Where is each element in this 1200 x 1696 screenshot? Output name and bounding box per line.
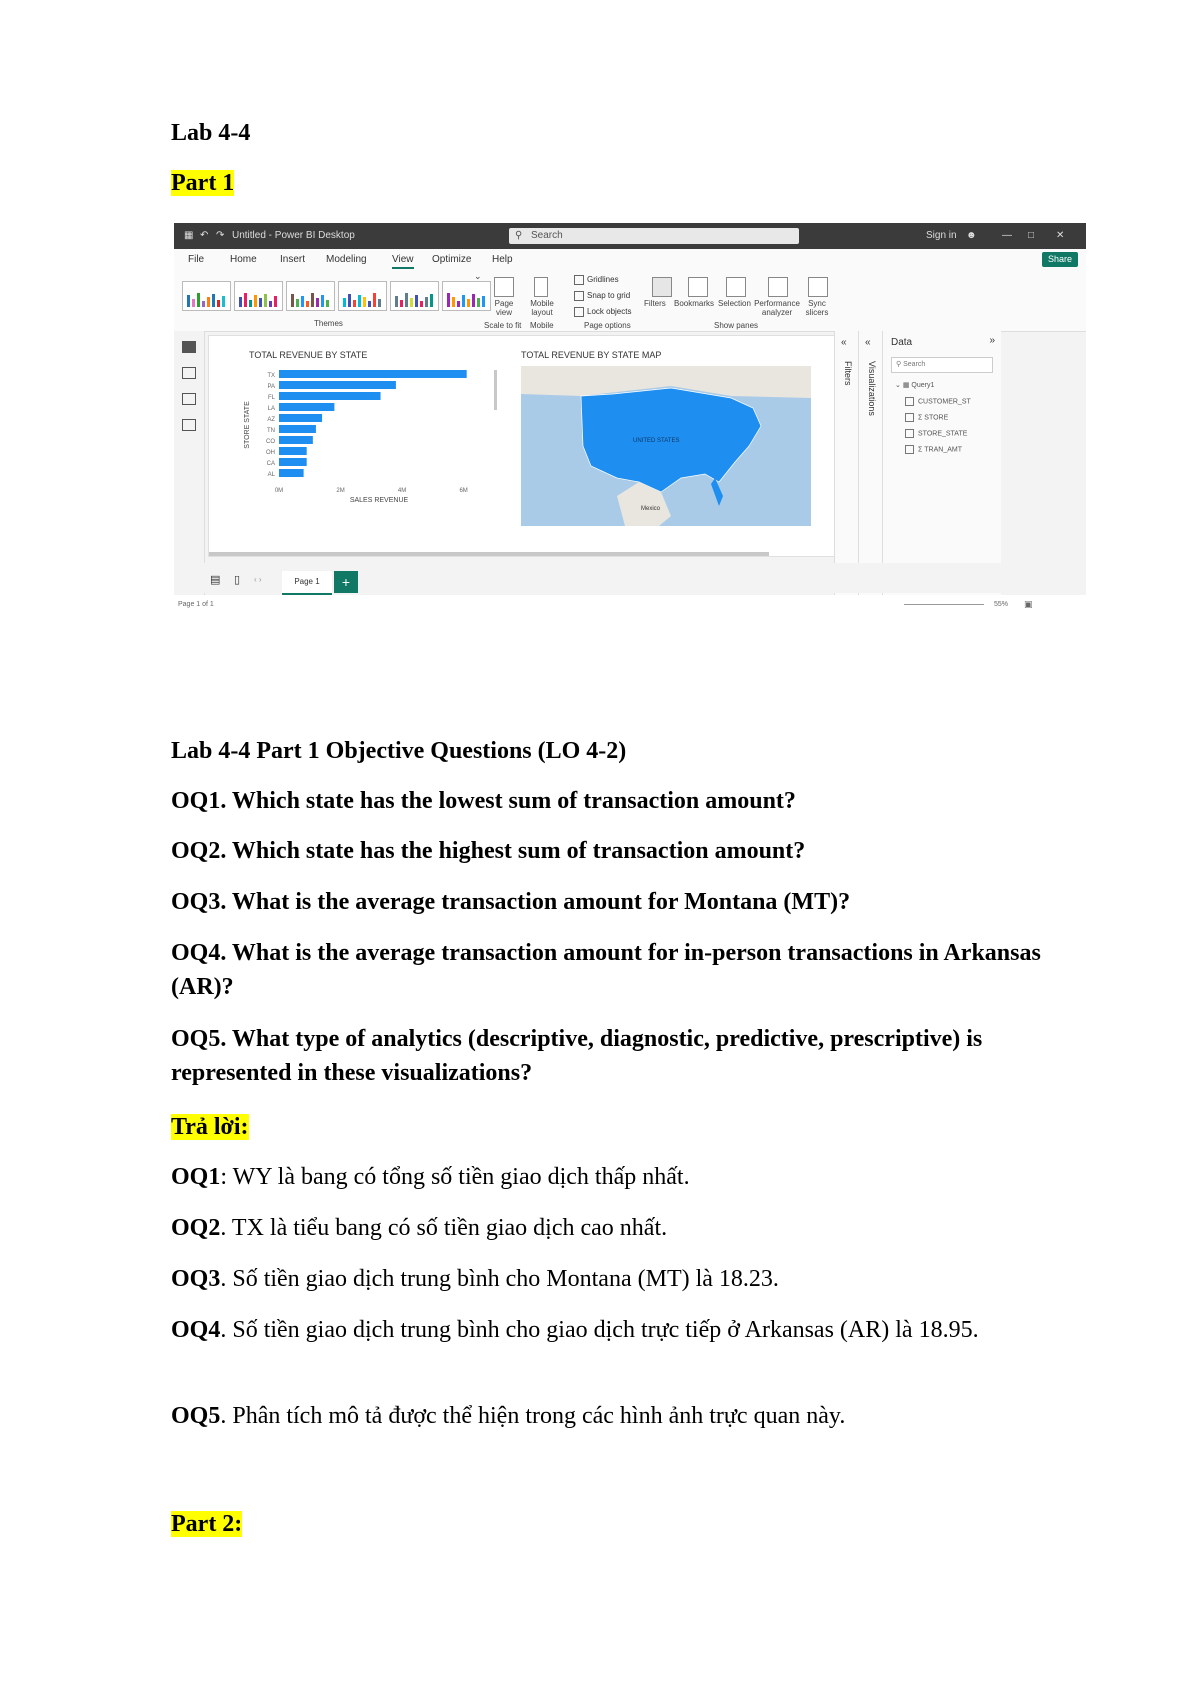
- map-graphic: [521, 366, 811, 526]
- mobile-layout-button[interactable]: Mobile layout: [530, 299, 554, 317]
- model-view-icon[interactable]: [182, 393, 196, 405]
- category-label: AL: [267, 472, 275, 478]
- category-label: CA: [266, 461, 275, 467]
- theme-swatch[interactable]: [182, 281, 231, 311]
- bar-tx[interactable]: [279, 370, 467, 378]
- filters-pane-button[interactable]: Filters: [644, 299, 666, 308]
- bookmarks-button[interactable]: Bookmarks: [674, 299, 715, 308]
- table-view-icon[interactable]: [182, 367, 196, 379]
- field-store-state[interactable]: [905, 429, 967, 438]
- field-label: STORE: [924, 414, 949, 422]
- category-label: TN: [267, 428, 275, 434]
- desktop-layout-icon[interactable]: ▤: [210, 574, 221, 586]
- show-panes-label: Show panes: [714, 321, 759, 330]
- answer-text: . TX là tiểu bang có số tiền giao dịch cao nhất.: [220, 1215, 668, 1241]
- question-oq3: OQ3. What is the average transaction amount for Montana (MT)?: [171, 889, 851, 915]
- question-oq5: OQ5. What type of analytics (descriptive, diagnostic, predictive, prescriptive) is represented in these visualizations?: [171, 1026, 983, 1086]
- selection-icon[interactable]: [726, 277, 746, 297]
- table-query1[interactable]: [895, 381, 934, 389]
- answer-text: . Số tiền giao dịch trung bình cho Montana (MT) là 18.23.: [220, 1266, 779, 1292]
- revenue-state-map[interactable]: [521, 366, 811, 526]
- bar-la[interactable]: [279, 403, 334, 411]
- snap-to-grid-label: Snap to grid: [587, 291, 631, 301]
- canvas-horizontal-scrollbar[interactable]: [209, 552, 769, 556]
- report-view-icon[interactable]: [182, 341, 196, 353]
- bookmarks-icon[interactable]: [688, 277, 708, 297]
- themes-dropdown-icon[interactable]: ⌄: [474, 271, 482, 281]
- status-bar: [174, 595, 1086, 615]
- selection-button[interactable]: Selection: [718, 299, 751, 308]
- category-label: OH: [266, 450, 275, 456]
- dax-query-view-icon[interactable]: [182, 419, 196, 431]
- theme-swatch[interactable]: [390, 281, 439, 311]
- sign-in-link[interactable]: Sign in: [926, 230, 957, 241]
- category-label: AZ: [267, 417, 275, 423]
- answer-oq2: [171, 1211, 667, 1245]
- fit-to-page-icon[interactable]: ▣: [1024, 599, 1033, 609]
- bar-co[interactable]: [279, 436, 313, 444]
- field-customer-st[interactable]: [905, 397, 971, 406]
- answer-key: OQ5: [171, 1403, 221, 1429]
- menu-home[interactable]: Home: [230, 254, 257, 265]
- page-options-label: Page options: [584, 321, 631, 330]
- answer-key: OQ2: [171, 1215, 221, 1241]
- share-button[interactable]: Share: [1042, 252, 1078, 267]
- x-tick-label: 4M: [397, 488, 407, 494]
- filters-pane-label: Filters: [843, 361, 853, 386]
- chevron-right-icon[interactable]: »: [989, 335, 995, 346]
- report-canvas[interactable]: [208, 335, 900, 557]
- question-oq2: OQ2. Which state has the highest sum of transaction amount?: [171, 838, 806, 864]
- bar-al[interactable]: [279, 469, 304, 477]
- x-axis-title: SALES REVENUE: [349, 497, 409, 504]
- answer-key: OQ3: [171, 1266, 221, 1292]
- scale-group-label: Scale to fit: [484, 321, 522, 330]
- theme-swatch[interactable]: [286, 281, 335, 311]
- part1-label: Part 1: [171, 170, 235, 196]
- powerbi-screenshot: [174, 223, 1086, 615]
- menu-modeling[interactable]: Modeling: [326, 254, 367, 265]
- revenue-bar-chart[interactable]: [239, 364, 499, 514]
- performance-button[interactable]: Performance analyzer: [754, 299, 800, 317]
- questions-header: Lab 4-4 Part 1 Objective Questions (LO 4-2): [171, 738, 627, 764]
- data-search-placeholder: Search: [903, 361, 926, 368]
- menu-view[interactable]: View: [392, 254, 414, 269]
- answer-text: . Số tiền giao dịch trung bình cho giao dịch trực tiếp ở Arkansas (AR) là 18.95.: [220, 1317, 979, 1343]
- filters-pane-icon[interactable]: [652, 277, 672, 297]
- page-count: Page 1 of 1: [178, 601, 214, 608]
- page-tab[interactable]: Page 1: [282, 571, 332, 595]
- category-label: TX: [267, 373, 275, 379]
- sync-slicers-button[interactable]: Sync slicers: [805, 299, 829, 317]
- lock-objects-label: Lock objects: [587, 307, 632, 317]
- minimize-button[interactable]: —: [1002, 230, 1012, 241]
- bar-fl[interactable]: [279, 392, 381, 400]
- performance-icon[interactable]: [768, 277, 788, 297]
- field-store[interactable]: Σ STORE: [905, 413, 948, 422]
- search-placeholder: Search: [531, 230, 563, 241]
- menu-help[interactable]: Help: [492, 254, 513, 265]
- search-icon: ⚲: [515, 230, 523, 241]
- chart-scrollbar[interactable]: [494, 370, 497, 410]
- lock-objects-checkbox[interactable]: [574, 307, 631, 317]
- x-tick-label: 2M: [336, 488, 345, 494]
- themes-group-label: Themes: [314, 319, 343, 328]
- answer-key: OQ4: [171, 1317, 221, 1343]
- redo-icon[interactable]: ↷: [216, 230, 225, 241]
- map-mexico-label: Mexico: [641, 506, 661, 512]
- close-button[interactable]: ✕: [1056, 230, 1065, 241]
- field-tran-amt[interactable]: Σ TRAN_AMT: [905, 445, 962, 454]
- theme-swatch[interactable]: [338, 281, 387, 311]
- bar-az[interactable]: [279, 414, 322, 422]
- page-tabs-bar: [174, 563, 1086, 593]
- zoom-level: 55%: [994, 601, 1009, 608]
- bar-pa[interactable]: [279, 381, 396, 389]
- snap-to-grid-checkbox[interactable]: [574, 291, 630, 301]
- window-title: Untitled - Power BI Desktop: [232, 230, 355, 241]
- category-label: CO: [266, 439, 275, 445]
- table-name: Query1: [911, 382, 935, 389]
- data-pane-title: Data: [891, 337, 913, 348]
- sync-slicers-icon[interactable]: [808, 277, 828, 297]
- theme-swatch[interactable]: [442, 281, 491, 311]
- answer-oq4: [171, 1313, 1091, 1347]
- menu-bar: [174, 249, 1086, 269]
- gridlines-label: Gridlines: [587, 275, 619, 285]
- search-icon: ⚲: [896, 361, 902, 368]
- save-icon[interactable]: ▦: [184, 230, 194, 241]
- map-title: TOTAL REVENUE BY STATE MAP: [521, 350, 662, 360]
- ribbon: [174, 269, 1086, 332]
- x-tick-label: 6M: [459, 488, 468, 494]
- page-view-button[interactable]: Page view: [494, 299, 514, 317]
- add-page-button[interactable]: +: [334, 571, 358, 593]
- page-view-icon[interactable]: [494, 277, 514, 297]
- chevron-down-icon: ⌄: [895, 382, 901, 389]
- answer-text: . Phân tích mô tả được thể hiện trong các hình ảnh trực quan này.: [220, 1403, 846, 1429]
- part2-heading: [171, 1507, 242, 1541]
- page-nav-arrows[interactable]: ‹ ›: [254, 575, 262, 584]
- theme-swatch[interactable]: [234, 281, 283, 311]
- data-search-input[interactable]: [891, 357, 993, 373]
- lab-title: Lab 4-4: [171, 120, 251, 146]
- part1-heading: [171, 166, 234, 200]
- chevron-left-icon[interactable]: «: [865, 337, 871, 348]
- florida-shape: [711, 478, 723, 506]
- bar-oh[interactable]: [279, 447, 307, 455]
- menu-file[interactable]: File: [188, 254, 205, 265]
- category-label: LA: [267, 406, 275, 412]
- chevron-left-icon[interactable]: «: [841, 337, 847, 348]
- category-label: FL: [267, 395, 275, 401]
- answer-oq3: [171, 1262, 779, 1296]
- answer-text: : WY là bang có tổng số tiền giao dịch thấp nhất.: [220, 1164, 690, 1190]
- mobile-group-label: Mobile: [530, 321, 554, 330]
- answer-key: OQ1: [171, 1164, 221, 1190]
- field-label: TRAN_AMT: [924, 446, 963, 454]
- table-icon: ▦: [902, 382, 910, 389]
- category-label: PA: [267, 384, 275, 390]
- zoom-slider[interactable]: [904, 604, 984, 605]
- answer-oq5: [171, 1399, 845, 1433]
- avatar-icon[interactable]: ☻: [966, 230, 977, 241]
- search-input[interactable]: [509, 228, 799, 244]
- menu-insert[interactable]: Insert: [280, 254, 306, 265]
- answer-oq1: [171, 1160, 690, 1194]
- part2-label: Part 2:: [171, 1511, 243, 1537]
- mobile-layout-icon[interactable]: ▯: [234, 574, 241, 586]
- x-tick-label: 0M: [274, 488, 284, 494]
- answers-label: Trả lời:: [171, 1114, 249, 1140]
- field-label: STORE_STATE: [918, 430, 968, 438]
- menu-optimize[interactable]: Optimize: [432, 254, 472, 265]
- map-country-label: UNITED STATES: [633, 438, 680, 444]
- y-axis-title: STORE STATE: [244, 401, 251, 449]
- undo-icon[interactable]: ↶: [200, 230, 209, 241]
- maximize-button[interactable]: □: [1028, 230, 1035, 241]
- field-label: CUSTOMER_ST: [918, 398, 971, 406]
- question-oq1: OQ1. Which state has the lowest sum of transaction amount?: [171, 788, 796, 814]
- window-titlebar: [174, 223, 1086, 249]
- visualizations-pane-label: Visualizations: [867, 361, 877, 416]
- question-oq4: OQ4. What is the average transaction amount for in-person transactions in Arkansas (AR)?: [171, 940, 1041, 1000]
- gridlines-checkbox[interactable]: [574, 275, 619, 285]
- answers-label-line: [171, 1110, 249, 1144]
- mobile-layout-icon[interactable]: [534, 277, 548, 297]
- bar-ca[interactable]: [279, 458, 307, 466]
- bar-tn[interactable]: [279, 425, 316, 433]
- bar-chart-title: TOTAL REVENUE BY STATE: [249, 350, 368, 360]
